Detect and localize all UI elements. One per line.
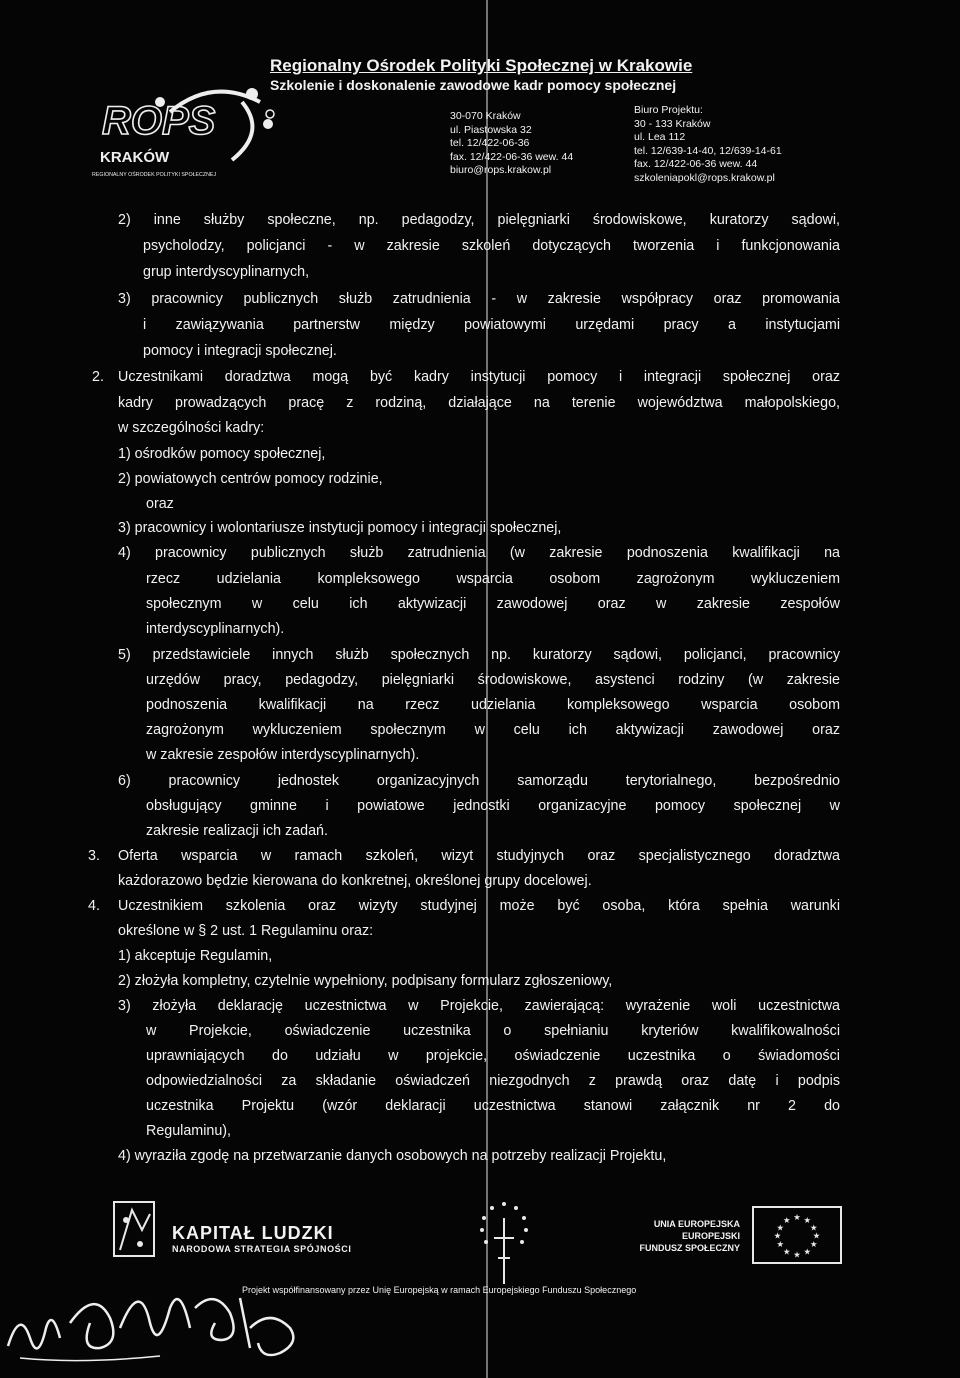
item-number: 2.	[92, 369, 104, 385]
svg-text:★: ★	[783, 1246, 791, 1257]
address-right-line: tel. 12/639-14-40, 12/639-14-61	[634, 144, 782, 157]
body-line: 3) złożyła deklarację uczestnictwa w Projekcie, zawierającą: wyrażenie woli uczestnictwa	[118, 998, 840, 1014]
address-left-line: tel. 12/422-06-36	[450, 137, 530, 149]
body-line: w zakresie zespołów interdyscyplinarnych).	[146, 747, 420, 763]
body-line: odpowiedzialności za składanie oświadczeń niezgodnych z prawdą oraz datę i podpis	[146, 1073, 840, 1089]
logo-city: KRAKÓW	[100, 149, 170, 166]
address-left-line: biuro@rops.krakow.pl	[450, 164, 552, 176]
star-ring-emblem	[476, 1198, 532, 1288]
body-line: Uczestnikiem szkolenia oraz wizyty studyjnej może być osoba, która spełnia warunki	[118, 898, 840, 914]
address-left-line: ul. Piastowska 32	[450, 123, 532, 136]
svg-text:★: ★	[810, 1239, 818, 1250]
body-line: grup interdyscyplinarnych,	[143, 264, 310, 280]
body-line: urzędów pracy, pedagodzy, pielęgniarki środowiskowe, asystenci rodziny (w zakresie	[146, 672, 840, 688]
logo-text: ROPS	[102, 99, 216, 143]
body-line: 4) wyraziła zgodę na przetwarzanie danych osobowych na potrzeby realizacji Projektu,	[118, 1148, 667, 1164]
eu-text-line: FUNDUSZ SPOŁECZNY	[639, 1243, 740, 1253]
body-line: podnoszenia kwalifikacji na rzecz udzielania kompleksowego wsparcia osobom	[146, 697, 840, 713]
address-right	[634, 104, 782, 185]
svg-text:★: ★	[773, 1230, 782, 1241]
eu-flag-icon	[752, 1206, 842, 1264]
body-line: Uczestnikami doradztwa mogą być kadry instytucji pomocy i integracji społecznej oraz	[118, 369, 840, 385]
address-right-line: Biuro Projektu:	[634, 104, 703, 116]
address-left-line: fax. 12/422-06-36 wew. 44	[450, 150, 574, 163]
address-left	[450, 110, 573, 178]
body-line: 3) pracownicy publicznych służb zatrudnienia - w zakresie współpracy oraz promowania	[118, 291, 840, 307]
svg-text:★: ★	[803, 1214, 811, 1225]
svg-text:★: ★	[812, 1230, 821, 1241]
handwritten-signature	[0, 1268, 310, 1378]
address-right-line: szkoleniapokl@rops.krakow.pl	[634, 171, 775, 184]
logo-caption: REGIONALNY OŚRODEK POLITYKI SPOŁECZNEJ	[92, 172, 217, 178]
body-line: określone w § 2 ust. 1 Regulaminu oraz:	[118, 923, 374, 939]
body-line: interdyscyplinarnych).	[146, 621, 285, 637]
body-line: 1) akceptuje Regulamin,	[118, 948, 273, 964]
kapital-ludzki-subtitle: NARODOWA STRATEGIA SPÓJNOŚCI	[172, 1244, 352, 1254]
item-number: 4.	[88, 898, 100, 914]
body-line: 5) przedstawiciele innych służb społecznych np. kuratorzy sądowi, policjanci, pracownicy	[118, 647, 840, 663]
body-line: 1) ośrodków pomocy społecznej,	[118, 446, 326, 462]
body-line: Oferta wsparcia w ramach szkoleń, wizyt studyjnych oraz specjalistycznego doradztwa	[118, 848, 840, 864]
body-line: w szczególności kadry:	[118, 420, 265, 436]
body-line: uczestnika Projektu (wzór deklaracji uczestnictwa stanowi załącznik nr 2 do	[146, 1098, 840, 1114]
body-line: zagrożonym wykluczeniem społecznym w celu ich aktywizacji zawodowej oraz	[146, 722, 840, 738]
institution-title: Regionalny Ośrodek Polityki Społecznej w Krakowie	[270, 56, 693, 75]
body-line: oraz	[146, 496, 174, 512]
body-line: 4) pracownicy publicznych służb zatrudnienia (w zakresie podnoszenia kwalifikacji na	[118, 545, 840, 561]
body-line: rzecz udzielania kompleksowego wsparcia osobom zagrożonym wykluczeniem	[146, 571, 840, 587]
kapital-ludzki-title: KAPITAŁ LUDZKI	[172, 1223, 334, 1243]
body-line: pomocy i integracji społecznej.	[143, 343, 337, 359]
body-line: Regulaminu),	[146, 1123, 232, 1139]
address-right-line: 30 - 133 Kraków	[634, 117, 711, 130]
body-line: 2) powiatowych centrów pomocy rodzinie,	[118, 471, 383, 487]
body-line: obsługujący gminne i powiatowe jednostki organizacyjne pomocy społecznej w	[146, 798, 840, 814]
address-right-line: fax. 12/422-06-36 wew. 44	[634, 158, 758, 170]
svg-text:★: ★	[776, 1239, 784, 1250]
body-line: i zawiązywania partnerstw między powiatowymi urzędami pracy a instytucjami	[143, 317, 840, 333]
eu-text-line: UNIA EUROPEJSKA	[653, 1219, 740, 1229]
address-left-line: 30-070 Kraków	[450, 110, 521, 122]
eu-text-line: EUROPEJSKI	[681, 1231, 740, 1241]
svg-text:★: ★	[793, 1212, 801, 1223]
body-line: psycholodzy, policjanci - w zakresie szkoleń dotyczących tworzenia i funkcjonowania	[143, 238, 840, 254]
body-line: w Projekcie, oświadczenie uczestnika o spełnianiu kryteriów kwalifikowalności	[146, 1023, 840, 1039]
body-line: uprawniających do udziału w projekcie, oświadczenie uczestnika o świadomości	[146, 1048, 840, 1064]
svg-text:★: ★	[783, 1214, 791, 1225]
body-line: 3) pracownicy i wolontariusze instytucji pomocy i integracji społecznej,	[118, 520, 562, 536]
svg-text:★: ★	[810, 1222, 818, 1233]
body-line: 2) złożyła kompletny, czytelnie wypełniony, podpisany formularz zgłoszeniowy,	[118, 973, 613, 989]
item-number: 3.	[88, 848, 100, 864]
body-line: społecznym w celu ich aktywizacji zawodowej oraz w zakresie zespołów	[146, 596, 840, 612]
svg-text:★: ★	[776, 1222, 784, 1233]
address-right-line: ul. Lea 112	[634, 131, 686, 143]
svg-text:★: ★	[803, 1246, 811, 1257]
kapital-ludzki-emblem	[112, 1200, 156, 1258]
cofinancing-footnote: Projekt współfinansowany przez Unię Europejską w ramach Europejskiego Funduszu Społecznego	[242, 1285, 637, 1295]
body-line: każdorazowo będzie kierowana do konkretnej, określonej grupy docelowej.	[118, 873, 592, 889]
svg-text:★: ★	[793, 1249, 801, 1260]
body-line: zakresie realizacji ich zadań.	[146, 823, 328, 839]
body-line: kadry prowadzących pracę z rodziną, działające na terenie województwa małopolskiego,	[118, 395, 840, 411]
eu-text	[598, 1218, 740, 1254]
institution-subtitle: Szkolenie i doskonalenie zawodowe kadr pomocy społecznej	[270, 77, 677, 93]
body-line: 2) inne służby społeczne, np. pedagodzy, pielęgniarki środowiskowe, kuratorzy sądowi,	[118, 212, 840, 228]
body-line: 6) pracownicy jednostek organizacyjnych samorządu terytorialnego, bezpośrednio	[118, 773, 840, 789]
